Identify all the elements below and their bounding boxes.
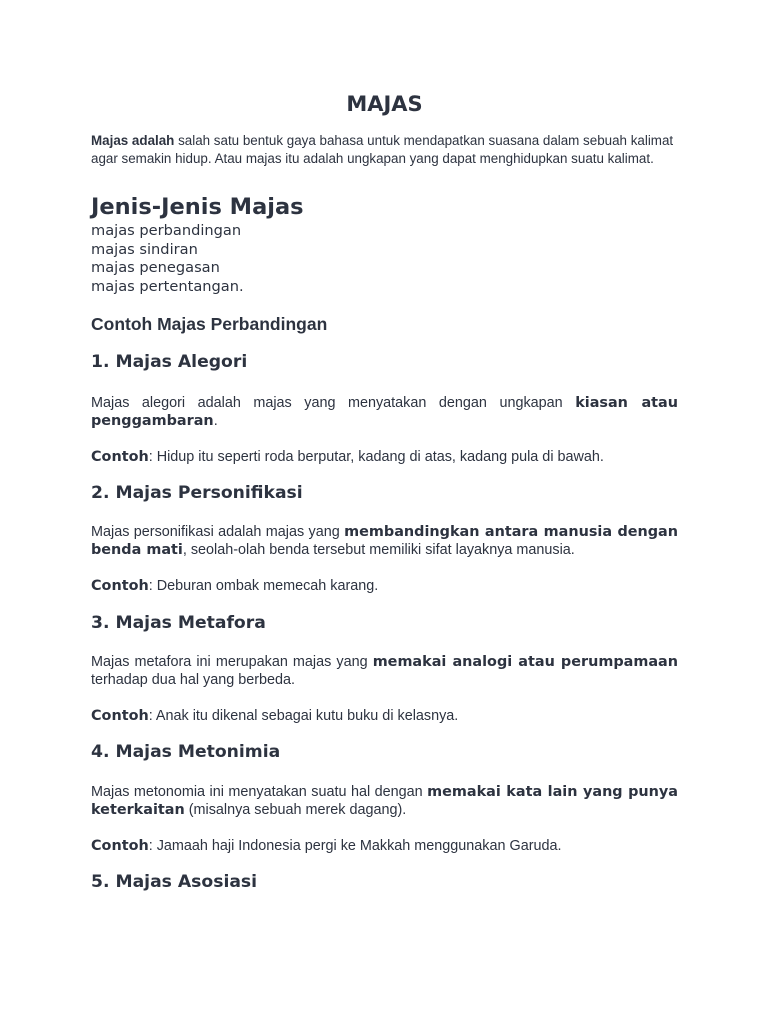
section-example-metonimia — [91, 837, 678, 855]
list-item: majas pertentangan. — [91, 277, 244, 295]
desc-text: terhadap dua hal yang berbeda. — [91, 672, 296, 689]
section-example-metafora — [91, 707, 678, 725]
desc-keyword: membandingkan antara manusia dengan benda mati — [91, 524, 679, 559]
intro-paragraph — [91, 132, 678, 167]
section-desc-metafora — [91, 653, 678, 689]
example-label: Contoh — [91, 449, 149, 465]
section-heading-personifikasi: 2. Majas Personifikasi — [91, 483, 303, 503]
intro-bold: Majas adalah — [91, 133, 175, 148]
list-item: majas perbandingan — [91, 222, 242, 239]
example-label: Contoh — [91, 708, 149, 724]
section-heading-asosiasi: 5. Majas Asosiasi — [91, 872, 258, 892]
list-item: majas sindiran — [91, 240, 198, 258]
contoh-heading: Contoh Majas Perbandingan — [91, 314, 328, 334]
example-text: : Hidup itu seperti roda berputar, kadang di atas, kadang pula di bawah. — [148, 449, 604, 465]
section-example-alegori — [91, 448, 678, 466]
section-example-personifikasi — [91, 577, 678, 595]
desc-keyword: kiasan atau penggambaran — [91, 395, 678, 430]
desc-text: . — [213, 413, 218, 430]
desc-text: Majas metafora ini merupakan majas yang — [91, 654, 373, 670]
example-text: : Jamaah haji Indonesia pergi ke Makkah menggunakan Garuda. — [148, 838, 562, 854]
section-heading-metonimia: 4. Majas Metonimia — [91, 742, 281, 762]
example-label: Contoh — [91, 838, 149, 854]
example-text: : Anak itu dikenal sebagai kutu buku di kelasnya. — [148, 708, 459, 724]
desc-text: (misalnya sebuah merek dagang). — [184, 802, 407, 819]
jenis-list — [91, 222, 244, 296]
desc-keyword: memakai kata lain yang punya keterkaitan — [91, 784, 678, 819]
section-heading-metafora: 3. Majas Metafora — [91, 613, 266, 633]
section-desc-metonimia — [91, 783, 678, 819]
document-title: MAJAS — [346, 92, 423, 116]
desc-text: Majas personifikasi adalah majas yang — [91, 524, 345, 540]
section-desc-personifikasi — [91, 523, 678, 559]
list-item: majas penegasan — [91, 259, 220, 276]
jenis-heading: Jenis-Jenis Majas — [91, 194, 304, 220]
desc-text: , seolah-olah benda tersebut memiliki sifat layaknya manusia. — [182, 542, 575, 559]
desc-text: Majas alegori adalah majas yang menyatakan dengan ungkapan — [91, 395, 576, 411]
section-desc-alegori — [91, 394, 678, 430]
intro-text: salah satu bentuk gaya bahasa untuk mendapatkan suasana dalam sebuah kalimat agar semakin hidup. Atau majas itu adalah ungkapan yang dapat menghidupkan suatu kalimat. — [91, 133, 674, 166]
example-text: : Deburan ombak memecah karang. — [148, 578, 379, 594]
example-label: Contoh — [91, 578, 149, 594]
desc-text: Majas metonomia ini menyatakan suatu hal dengan — [91, 784, 428, 800]
section-heading-alegori: 1. Majas Alegori — [91, 352, 248, 372]
desc-keyword: memakai analogi atau perumpamaan — [372, 654, 678, 670]
